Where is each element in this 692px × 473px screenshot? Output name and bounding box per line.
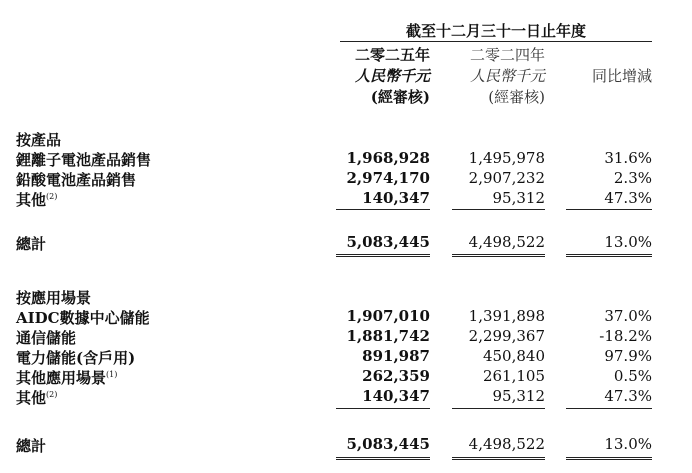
row-value-yoy: 47.3%	[604, 189, 652, 207]
period-header: 截至十二月三十一日止年度	[405, 22, 586, 40]
row-value-2024: 2,907,232	[468, 169, 545, 187]
subtotal-rule	[452, 408, 545, 409]
col-b-unit: 人民幣千元	[469, 67, 545, 85]
total-value-2025: 5,083,445	[346, 435, 430, 453]
row-value-2025: 262,359	[362, 367, 430, 385]
subtotal-rule	[566, 209, 652, 210]
row-value-2024: 261,105	[482, 367, 545, 385]
total-double-rule	[452, 457, 545, 460]
total-value-2024: 4,498,522	[468, 233, 545, 251]
row-value-yoy: 47.3%	[604, 387, 652, 405]
row-label: 其他$^{(2)}$	[16, 389, 58, 407]
total-label: 總計	[16, 437, 47, 455]
row-label: 通信儲能	[16, 329, 77, 347]
row-value-2025: 140,347	[362, 189, 430, 207]
row-value-yoy: 0.5%	[613, 367, 652, 385]
col-a-note: (經審核)	[370, 88, 430, 106]
subtotal-rule	[452, 209, 545, 210]
row-value-2024: 1,495,978	[468, 149, 545, 167]
total-double-rule	[336, 457, 430, 460]
row-value-2024: 2,299,367	[468, 327, 545, 345]
period-header-underline	[340, 41, 652, 42]
row-label: AIDC數據中心儲能	[16, 309, 150, 327]
col-b-note: (經審核)	[488, 88, 545, 106]
row-value-yoy: 97.9%	[604, 347, 652, 365]
row-value-2025: 891,987	[362, 347, 430, 365]
row-value-yoy: 37.0%	[604, 307, 652, 325]
total-double-rule	[336, 254, 430, 257]
row-value-2024: 95,312	[492, 387, 545, 405]
section-title-by-product: 按產品	[16, 131, 62, 149]
row-value-2024: 450,840	[482, 347, 545, 365]
section-title-by-application: 按應用場景	[16, 289, 92, 307]
subtotal-rule	[336, 209, 430, 210]
row-label: 鋰離子電池產品銷售	[16, 151, 152, 169]
row-value-yoy: -18.2%	[599, 327, 652, 345]
row-label: 其他應用場景$^{(1)}$	[16, 369, 118, 387]
row-value-yoy: 2.3%	[613, 169, 652, 187]
row-value-2024: 1,391,898	[468, 307, 545, 325]
subtotal-rule	[336, 408, 430, 409]
total-value-yoy: 13.0%	[604, 435, 652, 453]
row-value-2025: 140,347	[362, 387, 430, 405]
row-label: 鉛酸電池產品銷售	[16, 171, 137, 189]
total-label: 總計	[16, 235, 47, 253]
total-double-rule	[452, 254, 545, 257]
row-value-2025: 2,974,170	[346, 169, 430, 187]
row-label: 其他$^{(2)}$	[16, 191, 58, 209]
total-value-2024: 4,498,522	[468, 435, 545, 453]
subtotal-rule	[566, 408, 652, 409]
col-c-label: 同比增減	[591, 67, 652, 85]
col-a-unit: 人民幣千元	[354, 67, 430, 85]
col-a-year: 二零二五年	[354, 46, 430, 64]
total-double-rule	[566, 254, 652, 257]
row-value-2025: 1,907,010	[346, 307, 430, 325]
row-label: 電力儲能(含戶用)	[16, 349, 136, 367]
row-value-2025: 1,968,928	[346, 149, 430, 167]
col-b-year: 二零二四年	[469, 46, 545, 64]
total-value-2025: 5,083,445	[346, 233, 430, 251]
row-value-yoy: 31.6%	[604, 149, 652, 167]
total-value-yoy: 13.0%	[604, 233, 652, 251]
row-value-2025: 1,881,742	[346, 327, 430, 345]
total-double-rule	[566, 457, 652, 460]
row-value-2024: 95,312	[492, 189, 545, 207]
